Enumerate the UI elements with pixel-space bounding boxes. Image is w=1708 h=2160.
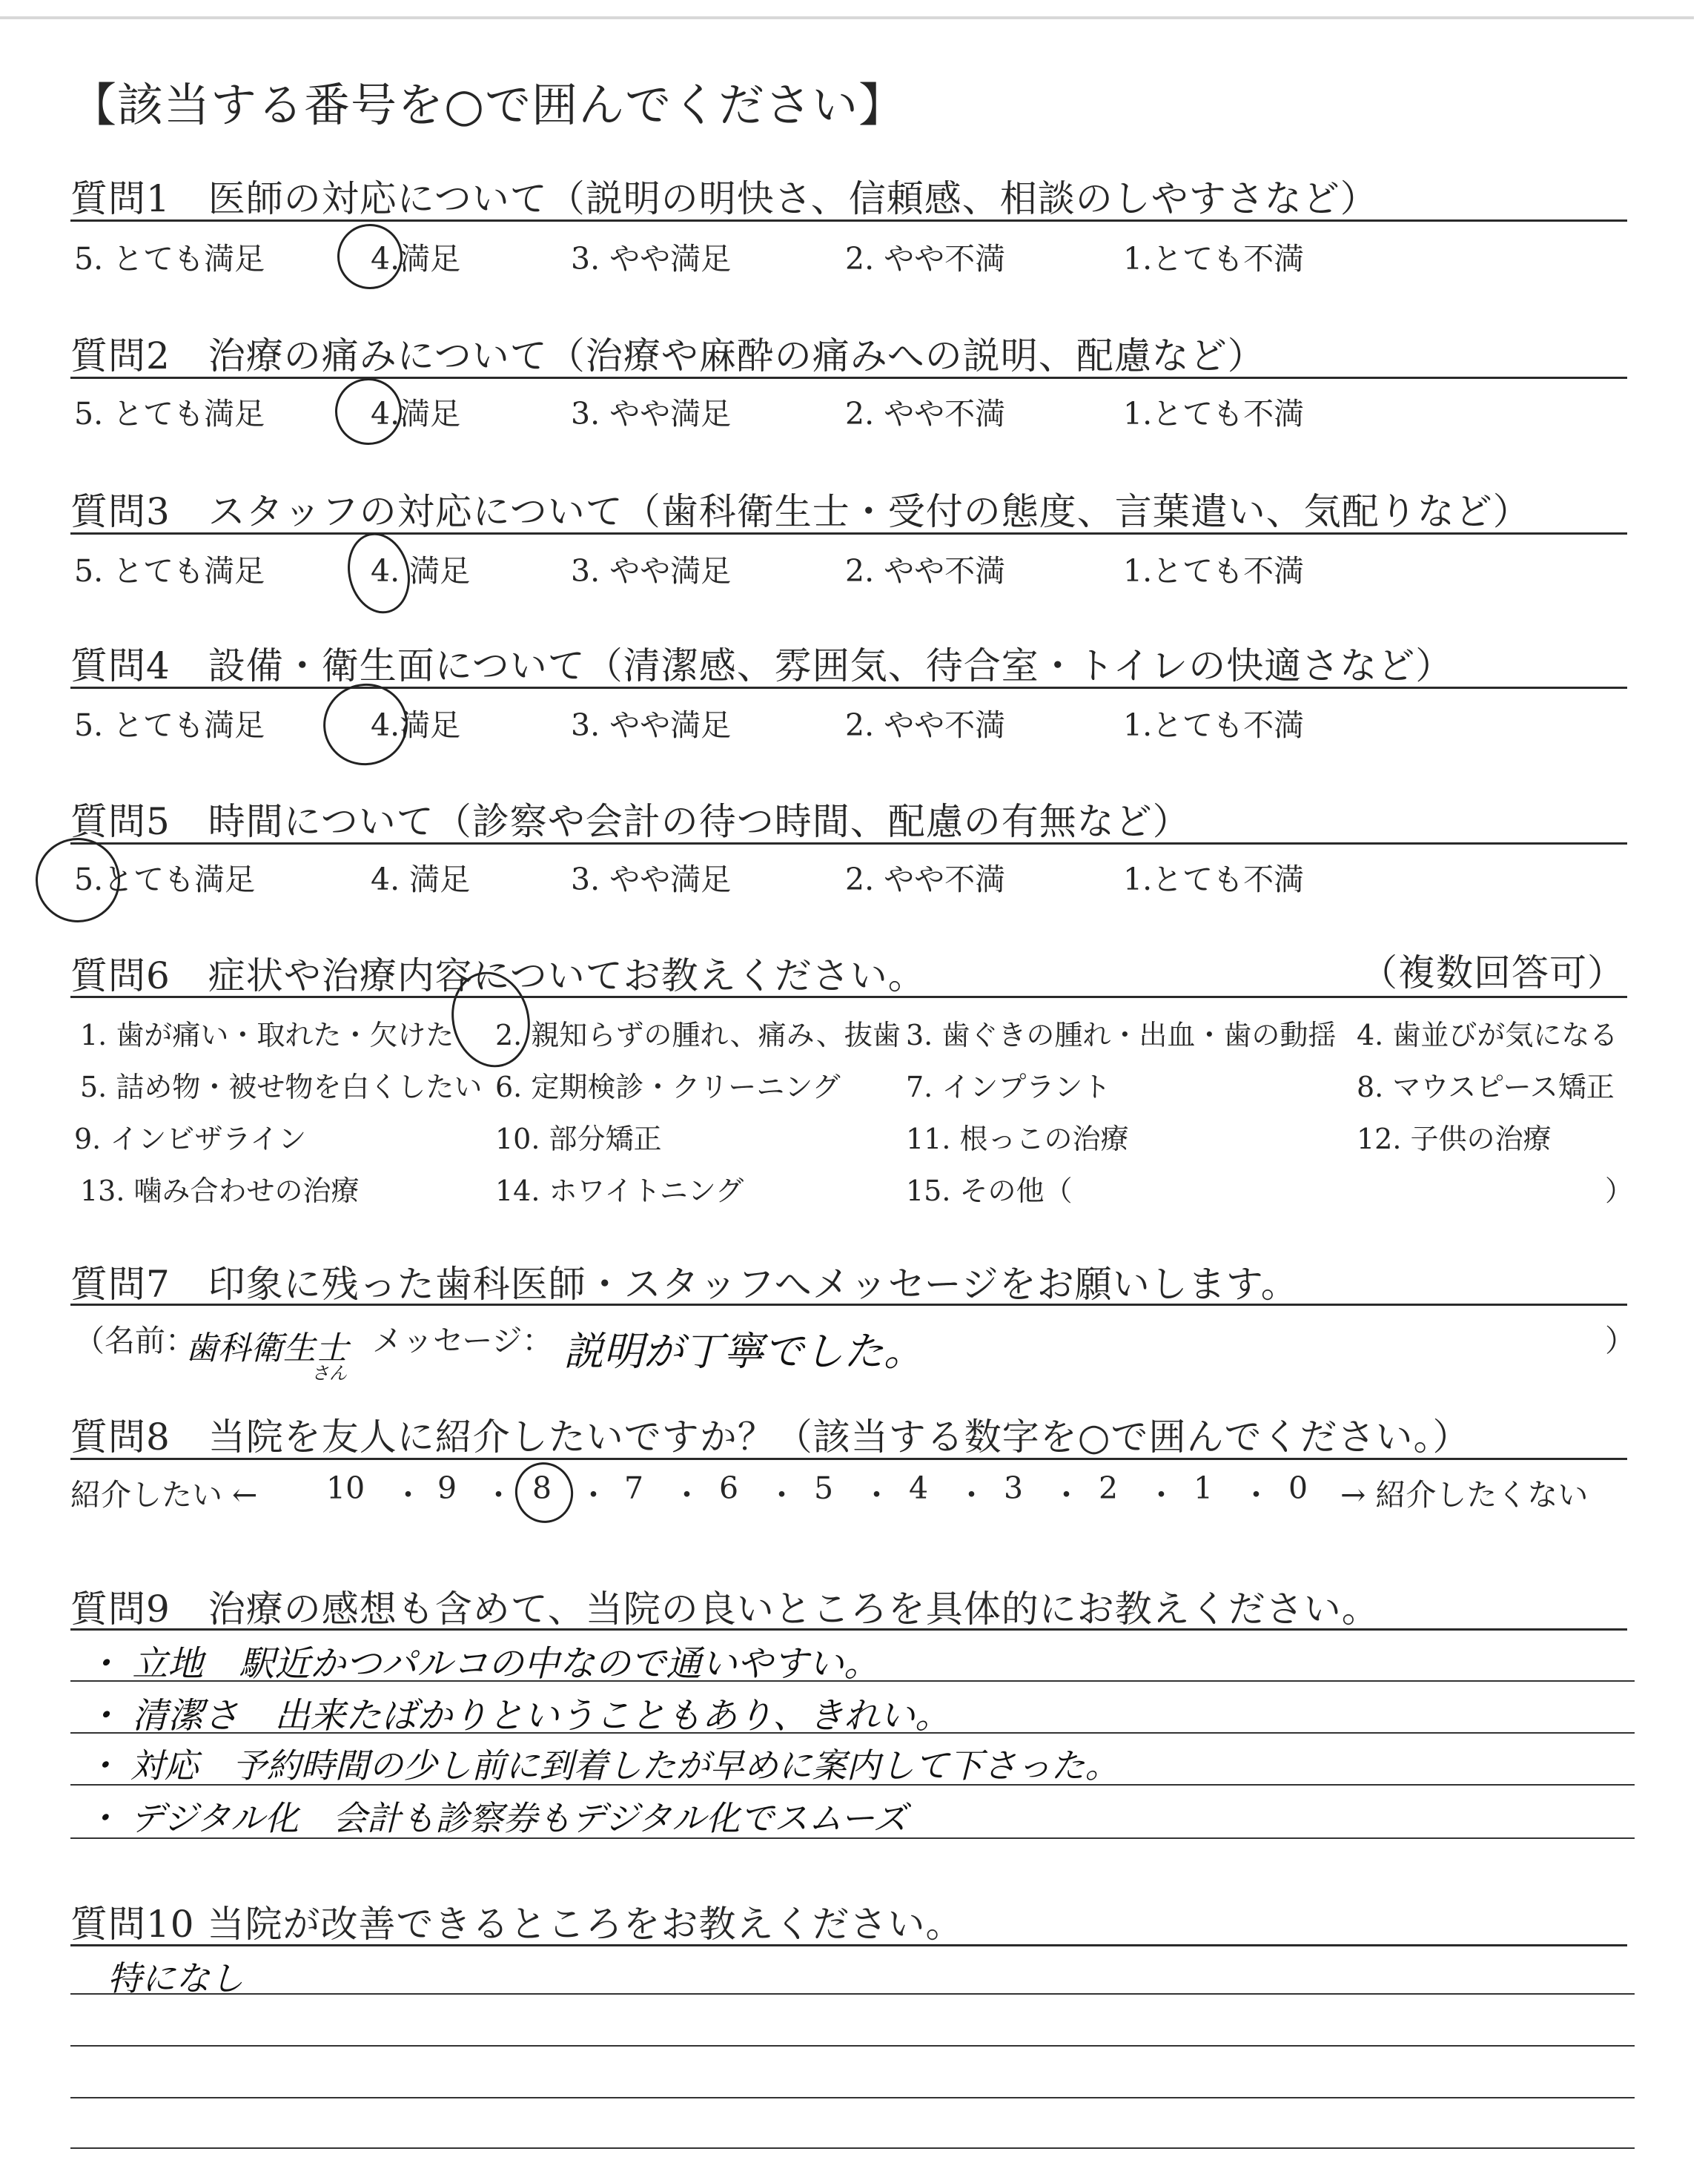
q4-title: 質問4 設備・衛生面について（清潔感、雰囲気、待合室・トイレの快適さなど） [70,644,1454,687]
q6-option-12[interactable]: 12. 子供の治療 [1357,1123,1552,1155]
q1-option-5[interactable]: 5. とても満足 [74,241,265,277]
q8-right-label: → 紹介したくない [1340,1477,1589,1513]
q4-option-3[interactable]: 3. やや満足 [571,707,732,743]
q8-selected-circle [509,1456,580,1529]
q1-option-3[interactable]: 3. やや満足 [571,241,732,277]
q2-title: 質問2 治療の痛みについて（治療や麻酔の痛みへの説明、配慮など） [70,334,1265,377]
q1-option-2[interactable]: 2. やや不満 [845,241,1006,277]
q2-option-5[interactable]: 5. とても満足 [74,396,265,432]
q3-option-2[interactable]: 2. やや不満 [845,553,1006,589]
q4-option-5[interactable]: 5. とても満足 [74,707,265,743]
q8-dot: ・ [393,1477,423,1513]
q8-dot: ・ [956,1477,987,1513]
q8-option-7[interactable]: 7 [624,1470,644,1506]
q6-option-14[interactable]: 14. ホワイトニング [495,1175,744,1207]
q6-title: 質問6 症状や治療内容についてお教えください。 [70,954,926,997]
q1-title: 質問1 医師の対応について（説明の明快さ、信頼感、相談のしやすさなど） [70,177,1378,220]
q8-option-1[interactable]: 1 [1194,1470,1214,1506]
q1-rule [70,219,1627,222]
q2-rule [70,377,1627,379]
q1-selected-circle [331,217,410,297]
q3-option-5[interactable]: 5. とても満足 [74,553,265,589]
q7-rule [70,1304,1627,1306]
q8-dot: ・ [1241,1477,1271,1513]
q3-rule [70,532,1627,535]
q10-line [70,1993,1635,1995]
q6-option-6[interactable]: 6. 定期検診・クリーニング [495,1071,841,1103]
q5-option-5[interactable]: 5.とても満足 [74,862,256,897]
q2-option-2[interactable]: 2. やや不満 [845,396,1006,432]
q8-dot: ・ [1146,1477,1176,1513]
q5-option-4[interactable]: 4. 満足 [371,862,471,897]
q5-option-3[interactable]: 3. やや満足 [571,862,732,897]
q9-answer-1[interactable]: ・ 立地 駅近かつパルコの中なので通いやすい。 [85,1643,880,1685]
q3-selected-circle [340,526,418,621]
q6-option-8[interactable]: 8. マウスピース矯正 [1357,1071,1615,1103]
q2-selected-circle [328,371,408,452]
q9-answer-3[interactable]: ・ 対応 予約時間の少し前に到着したが早めに案内して下さった。 [85,1745,1119,1786]
q6-option-7[interactable]: 7. インプラント [906,1071,1111,1103]
q7-message-value[interactable]: 説明が丁寧でした。 [563,1328,924,1375]
q6-option-13[interactable]: 13. 噛み合わせの治療 [80,1175,360,1207]
q7-name-value[interactable]: 歯科衛生士 [185,1330,348,1367]
q4-option-1[interactable]: 1.とても不満 [1123,707,1305,743]
q1-option-4[interactable]: 4.満足 [371,241,461,277]
q9-rule [70,1628,1627,1631]
q8-dot: ・ [767,1477,797,1513]
q3-option-3[interactable]: 3. やや満足 [571,553,732,589]
q9-answer-4[interactable]: ・ デジタル化 会計も診察券もデジタル化でスムーズ [85,1798,907,1838]
q8-dot: ・ [861,1477,892,1513]
q5-option-1[interactable]: 1.とても不満 [1123,862,1305,897]
q5-option-2[interactable]: 2. やや不満 [845,862,1006,897]
q5-rule [70,842,1627,845]
q8-option-8[interactable]: 8 [532,1470,552,1506]
q7-message-label: メッセージ： [372,1323,553,1358]
q1-option-1[interactable]: 1.とても不満 [1123,241,1305,277]
q2-option-1[interactable]: 1.とても不満 [1123,396,1305,432]
q8-option-6[interactable]: 6 [719,1470,739,1506]
q3-title: 質問3 スタッフの対応について（歯科衛生士・受付の態度、言葉遣い、気配りなど） [70,490,1531,533]
q10-title: 質問10 当院が改善できるところをお教えください。 [70,1903,964,1946]
q2-option-3[interactable]: 3. やや満足 [571,396,732,432]
q8-rule [70,1458,1627,1460]
q8-option-0[interactable]: 0 [1288,1470,1308,1506]
q3-option-4[interactable]: 4. 満足 [371,553,471,589]
q6-option-15-close: ） [1605,1175,1634,1207]
q6-option-5[interactable]: 5. 詰め物・被せ物を白くしたい [80,1071,483,1103]
q10-line [70,2097,1635,2098]
q4-option-4[interactable]: 4.満足 [371,707,461,743]
q7-name-suffix: さん [311,1363,347,1384]
q6-option-1[interactable]: 1. 歯が痛い・取れた・欠けた [80,1019,454,1051]
q8-dot: ・ [672,1477,702,1513]
q8-dot: ・ [578,1477,609,1513]
q9-answer-2[interactable]: ・ 清潔さ 出来たばかりということもあり、きれい。 [85,1695,951,1737]
q6-option-11[interactable]: 11. 根っこの治療 [906,1123,1129,1155]
q8-option-9[interactable]: 9 [437,1470,457,1506]
q8-dot: ・ [1051,1477,1082,1513]
q6-note: （複数回答可） [1360,951,1625,994]
q10-answer-1[interactable]: 特になし [107,1958,244,1998]
q6-rule [70,996,1627,998]
q9-title: 質問9 治療の感想も含めて、当院の良いところを具体的にお教えください。 [70,1588,1380,1631]
q6-option-3[interactable]: 3. 歯ぐきの腫れ・出血・歯の動揺 [906,1019,1337,1051]
q10-line [70,2147,1635,2149]
q6-option-10[interactable]: 10. 部分矯正 [495,1123,662,1155]
q8-option-5[interactable]: 5 [814,1470,834,1506]
q2-option-4[interactable]: 4.満足 [371,396,461,432]
q8-option-4[interactable]: 4 [909,1470,929,1506]
q8-title: 質問8 当院を友人に紹介したいですか？（該当する数字を○で囲んでください。） [70,1416,1471,1459]
q7-name-label: （名前： [74,1323,196,1358]
q6-option-15[interactable]: 15. その他（ [906,1175,1073,1207]
q8-option-2[interactable]: 2 [1099,1470,1119,1506]
q6-option-2[interactable]: 2. 親知らずの腫れ、痛み、抜歯 [495,1019,901,1051]
scan-top-edge [0,16,1694,19]
q4-rule [70,687,1627,689]
q5-title: 質問5 時間について（診察や会計の待つ時間、配慮の有無など） [70,800,1191,843]
q8-option-3[interactable]: 3 [1004,1470,1024,1506]
q10-line [70,2045,1635,2047]
q8-dot: ・ [483,1477,514,1513]
q6-option-4[interactable]: 4. 歯並びが気になる [1357,1019,1618,1051]
q3-option-1[interactable]: 1.とても不満 [1123,553,1305,589]
q8-option-10[interactable]: 10 [326,1470,365,1506]
q10-rule [70,1944,1627,1946]
q8-left-label: 紹介したい ← [70,1477,258,1513]
q7-close-paren: ） [1605,1323,1635,1358]
page-title: 【該当する番号を○で囲んでください】 [70,78,906,132]
q6-option-9[interactable]: 9. インビザライン [74,1123,307,1155]
q4-option-2[interactable]: 2. やや不満 [845,707,1006,743]
q7-title: 質問7 印象に残った歯科医師・スタッフへメッセージをお願いします。 [70,1263,1299,1306]
